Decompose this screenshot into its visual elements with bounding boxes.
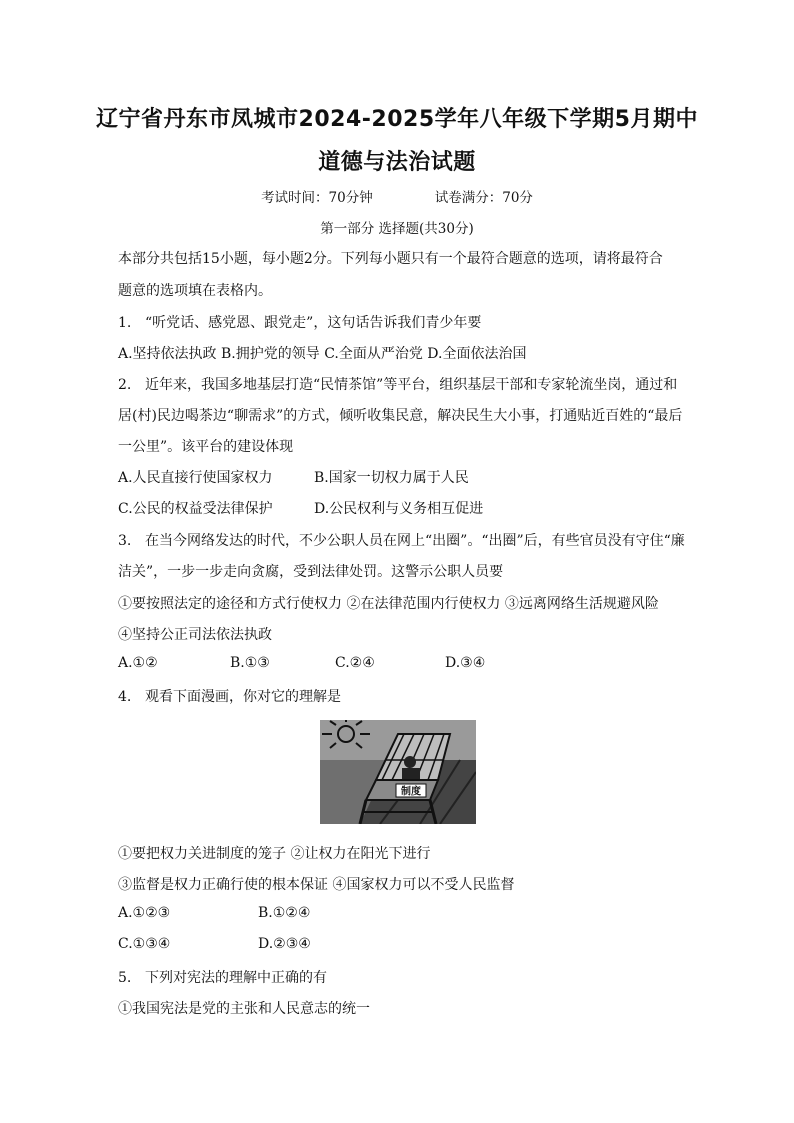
q4-number: 4. <box>118 689 132 705</box>
q2-number: 2. <box>118 377 132 393</box>
section-title: 第一部分 选择题(共30分) <box>320 221 474 237</box>
q2-option-c: C.公民的权益受法律保护 <box>118 501 273 517</box>
q4-stem: 观看下面漫画，你对它的理解是 <box>145 689 341 705</box>
q2-option-d: D.公民权利与义务相互促进 <box>314 501 484 517</box>
q3-option-a: A.①② <box>118 655 158 671</box>
q5-item1: ①我国宪法是党的主张和人民意志的统一 <box>118 1001 370 1017</box>
q3-stem-line2: 洁关”，一步一步走向贪腐，受到法律处罚。这警示公职人员要 <box>118 564 504 580</box>
q3-option-d: D.③④ <box>445 655 486 671</box>
cartoon-power-cage-figure <box>320 720 476 824</box>
q2-options-row2 <box>118 498 483 518</box>
q3-stem-text1: 在当今网络发达的时代，不少公职人员在网上“出圈”。“出圈”后，有些官员没有守住“廉 <box>145 533 685 549</box>
exam-title-line1: 辽宁省丹东市凤城市2024-2025学年八年级下学期5月期中 <box>96 107 698 132</box>
q5-number: 5. <box>118 970 132 986</box>
q1-stem: “听党话、感党恩、跟党走”，这句话告诉我们青少年要 <box>145 315 482 331</box>
q5-stem-line <box>118 967 327 987</box>
q5-stem: 下列对宪法的理解中正确的有 <box>145 970 327 986</box>
q2-options-row1 <box>118 467 469 487</box>
q1-options: A.坚持依法执政 B.拥护党的领导 C.全面从严治党 D.全面依法治国 <box>118 346 527 362</box>
section-intro-line2: 题意的选项填在表格内。 <box>118 283 272 299</box>
q4-items-line2: ③监督是权力正确行使的根本保证 ④国家权力可以不受人民监督 <box>118 877 515 893</box>
q2-stem-line2: 居(村)民边喝茶边“聊需求”的方式，倾听收集民意，解决民生大小事，打通贴近百姓的“最后 <box>118 408 683 424</box>
exam-title-line2: 道德与法治试题 <box>318 150 476 175</box>
q1-number: 1. <box>118 315 132 331</box>
q2-option-b: B.国家一切权力属于人民 <box>314 470 469 486</box>
q3-number: 3. <box>118 533 132 549</box>
q4-options-row1 <box>118 905 310 921</box>
q3-stem-line1 <box>118 530 685 550</box>
q4-items-line1: ①要把权力关进制度的笼子 ②让权力在阳光下进行 <box>118 846 431 862</box>
full-score: 试卷满分：70分 <box>434 190 533 206</box>
q2-stem-line3: 一公里”。该平台的建设体现 <box>118 439 294 455</box>
q2-stem-text1: 近年来，我国多地基层打造“民情茶馆”等平台，组织基层干部和专家轮流坐岗，通过和 <box>145 377 678 393</box>
q4-option-b: B.①②④ <box>258 905 311 921</box>
cartoon-label: 制度 <box>401 786 421 798</box>
q2-option-a: A.人民直接行使国家权力 <box>118 470 273 486</box>
q4-option-a: A.①②③ <box>118 905 171 921</box>
q3-option-b: B.①③ <box>230 655 270 671</box>
q1-stem-line <box>118 312 481 332</box>
q3-items-line1: ①要按照法定的途径和方式行使权力 ②在法律范围内行使权力 ③远离网络生活规避风险 <box>118 596 659 612</box>
section-intro-line1: 本部分共包括15小题，每小题2分。下列每小题只有一个最符合题意的选项，请将最符合 <box>118 251 663 267</box>
q4-stem-line <box>118 686 341 706</box>
q4-option-c: C.①③④ <box>118 936 171 952</box>
q3-options <box>118 655 485 671</box>
q4-option-d: D.②③④ <box>258 936 311 952</box>
q4-options-row2 <box>118 936 311 952</box>
q3-items-line2: ④坚持公正司法依法执政 <box>118 627 272 643</box>
exam-time: 考试时间：70分钟 <box>261 190 373 206</box>
q2-stem-line1 <box>118 374 677 394</box>
exam-meta <box>0 186 794 206</box>
q3-option-c: C.②④ <box>335 655 375 671</box>
